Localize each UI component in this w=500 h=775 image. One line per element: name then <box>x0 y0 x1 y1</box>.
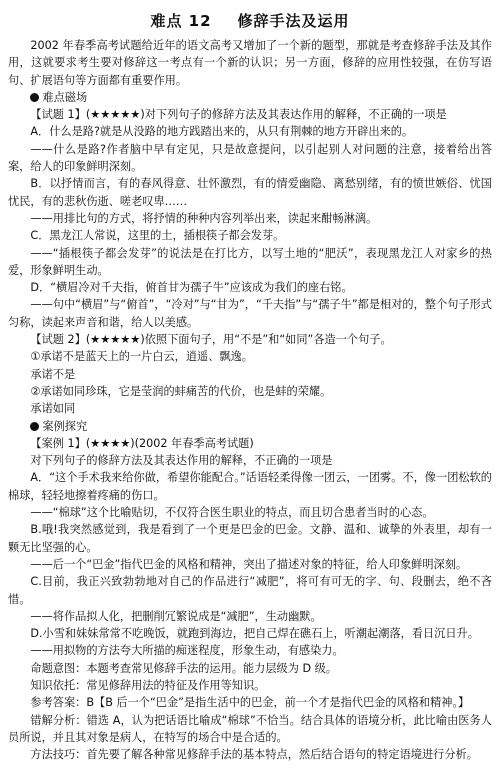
case-option-a: A．“这个手术我来给你做，希望你能配合。”话语轻柔得像一团云，一团雾。不，像一团松软的棉球，轻轻地擦着疼痛的伤口。 <box>8 471 492 502</box>
example-sentence-1: ①承诺不是蓝天上的一片白云，逍遥、飘逸。 <box>30 350 253 364</box>
bullet-icon <box>30 93 39 102</box>
example-sentence-2: ②承诺如同珍珠，它是莹润的蚌痛苦的代价，也是蚌的荣耀。 <box>30 384 332 398</box>
method-tips: 方法技巧：首先要了解各种常见修辞手法的基本特点，然后结合语句的特定语境进行分析。 <box>30 748 478 762</box>
option-d-explanation: ——句中“横眉”与“俯首”，“冷对”与“甘为”，“千夫指”与“孺子牛”都是相对的，整个句子形式匀称，读起来声音和谐，给人以美感。 <box>8 298 492 329</box>
page-title <box>8 10 492 31</box>
section-heading-cases: 案例探究 <box>8 418 492 435</box>
case-option-c: C.目前，我正兴致勃勃地对自己的作品进行“减肥”，将可有可无的字、句、段删去，绝不吝惜。 <box>8 575 492 606</box>
bullet-icon <box>30 422 39 431</box>
answer-stub-1: 承诺不是 <box>30 367 76 381</box>
intro-paragraph: 2002 年春季高考试题给近年的语文高考又增加了一个新的题型，那就是考查修辞手法及其作用，这就要求考生要对修辞这一考点有一个新的认识；另一方面，修辞的应用性较强，在仿写语句、扩展语句等方面都有重要作用。 <box>8 39 492 87</box>
option-c-explanation: ——“插根筷子都会发芽”的说法是在打比方，以写土地的“肥沃”，表现黑龙江人对家乡的热爱，形象鲜明生动。 <box>8 246 492 277</box>
lesson-title: 修辞手法及运用 <box>237 12 350 30</box>
case-option-b-explanation: ——后一个“巴金”指代巴金的风格和精神，突出了描述对象的特征，给人印象鲜明深刻。 <box>30 557 468 571</box>
option-b-explanation: ——用排比句的方式，将抒情的种种内容列举出来，读起来酣畅淋漓。 <box>30 211 378 225</box>
section-heading-difficulty: 难点磁场 <box>8 89 492 106</box>
reference-answer: 参考答案：B【B 后一个“巴金”是指生活中的巴金，前一个才是指代巴金的风格和精神。】 <box>30 696 470 710</box>
case-option-a-explanation: ——“棉球”这个比喻贴切，不仅符合医生职业的特点，而且切合患者当时的心态。 <box>30 506 434 520</box>
case-1-heading: 【案例 1】(★★★★)(2002 年春季高考试题) <box>30 436 254 450</box>
lesson-number: 难点 12 <box>150 12 212 30</box>
error-analysis: 错解分析：错选 A，认为把话语比喻成“棉球”不恰当。结合具体的语境分析，此比喻由医务人员所说，并且其对象是病人，在特写的场合中是合适的。 <box>8 713 492 744</box>
case-option-b: B.哦!我突然感觉到，我是看到了一个更是巴金的巴金。文静、温和、诚挚的外表里，却有一颗无比坚强的心。 <box>8 523 492 554</box>
case-1-question: 对下列句子的修辞方法及其表达作用的解释，不正确的一项是 <box>30 454 333 468</box>
case-option-d: D.小雪和妹妹常常不吃晚饭，就跑到海边，把自己焊在礁石上，听潮起潮落，看日沉日升。 <box>30 627 479 641</box>
case-option-d-explanation: ——用拟物的方法夸大所描的痴迷程度，形象生动，有感染力。 <box>30 644 344 658</box>
option-b: B．以抒情而言，有的春风得意、壮怀激烈，有的情爱幽隐、离愁别绪，有的愤世嫉俗、忧国忧民，有的悲秋伤逝、嗟老叹卑…… <box>8 177 492 208</box>
answer-stub-2: 承诺如同 <box>30 402 76 416</box>
question-1: 【试题 1】(★★★★★)对下列句子的修辞方法及其表达作用的解释，不正确的一项是 <box>30 108 447 122</box>
case-option-c-explanation: ——将作品拟人化，把删削冗繁说成是“减肥”，生动幽默。 <box>30 609 322 623</box>
option-a: A．什么是路?就是从没路的地方践踏出来的，从只有荆棘的地方开辟出来的。 <box>30 125 414 139</box>
knowledge-note: 知识依托：常见修辞用法的特征及作用等知识。 <box>30 678 266 692</box>
intent-note: 命题意图：本题考查常见修辞手法的运用。能力层级为 D 级。 <box>30 661 337 675</box>
option-c: C．黑龙江人常说，这里的土，插根筷子都会发芽。 <box>30 229 285 243</box>
option-d: D．“横眉冷对千夫指，俯首甘为孺子牛”应该成为我们的座右铭。 <box>30 281 353 295</box>
option-a-explanation: ——什么是路?作者脑中早有定见，只是故意提问，以引起别人对问题的注意，接着给出答案，给人的印象鲜明深刻。 <box>8 142 492 174</box>
question-2: 【试题 2】(★★★★★)依照下面句子，用“不是”和“如同”各造一个句子。 <box>30 333 392 347</box>
